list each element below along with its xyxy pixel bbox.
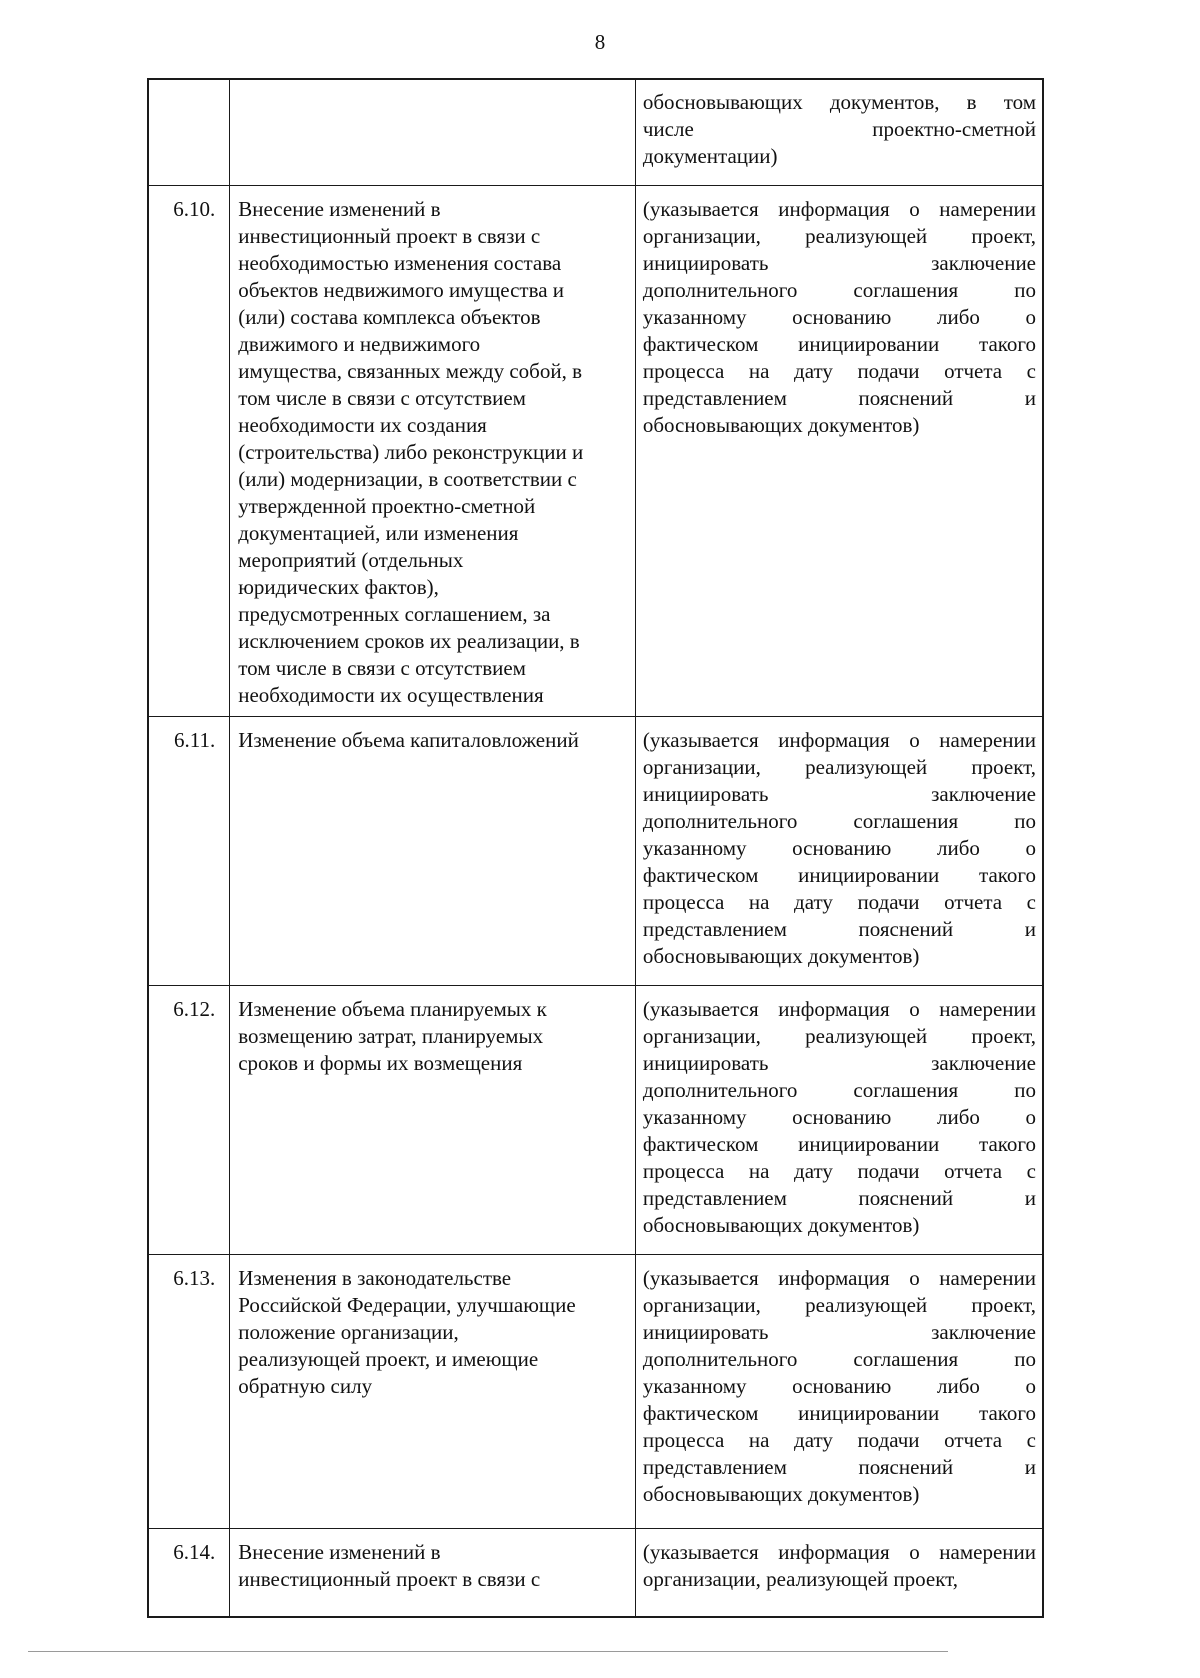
description-line: документацией, или изменения	[238, 521, 519, 545]
description-line: инвестиционный проект в связи с	[238, 224, 541, 248]
info-line: фактическом инициировании такого	[642, 332, 1036, 356]
table-row	[148, 717, 1043, 986]
description-line: необходимости их осуществления	[238, 683, 544, 707]
info-line: процесса на дату подачи отчета с	[642, 359, 1036, 383]
table-row	[148, 186, 1043, 717]
info-line: указанному основанию либо о	[642, 305, 1036, 329]
info-line: обосновывающих документов)	[642, 413, 920, 437]
description-line: утвержденной проектно-сметной	[238, 494, 536, 518]
description-line: обратную силу	[238, 1374, 373, 1398]
row-description	[230, 79, 636, 186]
description-line: мероприятий (отдельных	[238, 548, 464, 572]
row-info	[635, 1255, 1043, 1529]
row-description	[230, 186, 636, 717]
info-line: (указывается информация о намерении	[642, 1540, 1036, 1564]
row-number	[148, 79, 230, 186]
info-line: (указывается информация о намерении	[642, 997, 1036, 1021]
description-line: (или) состава комплекса объектов	[238, 305, 541, 329]
row-info	[635, 717, 1043, 986]
row-description	[230, 1255, 636, 1529]
description-line: юридических фактов),	[238, 575, 439, 599]
info-line: организации, реализующей проект,	[642, 755, 1036, 779]
description-line: Изменение объема планируемых к	[238, 997, 547, 1021]
info-line: документации)	[642, 144, 778, 168]
footer-rule	[28, 1651, 948, 1652]
description-line: Российской Федерации, улучшающие	[238, 1293, 576, 1317]
row-number: 6.12.	[148, 986, 230, 1255]
info-line: обосновывающих документов)	[642, 944, 920, 968]
description-line: объектов недвижимого имущества и	[238, 278, 565, 302]
info-line: дополнительного соглашения по	[642, 278, 1036, 302]
description-line: Внесение изменений в	[238, 1540, 441, 1564]
description-line: положение организации,	[238, 1320, 459, 1344]
page-number: 8	[594, 30, 606, 54]
info-line: дополнительного соглашения по	[642, 809, 1036, 833]
info-line: инициировать заключение	[642, 1051, 1036, 1075]
info-line: фактическом инициировании такого	[642, 1132, 1036, 1156]
description-line: необходимостью изменения состава	[238, 251, 562, 275]
info-line: организации, реализующей проект,	[642, 1293, 1036, 1317]
row-info	[635, 186, 1043, 717]
description-line: предусмотренных соглашением, за	[238, 602, 551, 626]
row-info	[635, 986, 1043, 1255]
table-row	[148, 986, 1043, 1255]
row-description	[230, 717, 636, 986]
row-info	[635, 1529, 1043, 1618]
info-line: организации, реализующей проект,	[642, 1567, 958, 1591]
description-line: Изменение объема капиталовложений	[238, 728, 579, 752]
table-row	[148, 1529, 1043, 1618]
table-body	[148, 79, 1043, 1617]
description-line: (или) модернизации, в соответствии с	[238, 467, 577, 491]
description-line: Внесение изменений в	[238, 197, 441, 221]
row-number: 6.11.	[148, 717, 230, 986]
description-line: (строительства) либо реконструкции и	[238, 440, 584, 464]
row-number: 6.14.	[148, 1529, 230, 1618]
row-number: 6.13.	[148, 1255, 230, 1529]
info-line: указанному основанию либо о	[642, 836, 1036, 860]
info-line: представлением пояснений и	[642, 1186, 1036, 1210]
info-line: числе проектно-сметной	[642, 117, 1036, 141]
info-line: процесса на дату подачи отчета с	[642, 890, 1036, 914]
info-line: организации, реализующей проект,	[642, 1024, 1036, 1048]
info-line: обосновывающих документов)	[642, 1482, 920, 1506]
info-line: указанному основанию либо о	[642, 1105, 1036, 1129]
info-line: процесса на дату подачи отчета с	[642, 1159, 1036, 1183]
info-line: фактическом инициировании такого	[642, 863, 1036, 887]
info-line: (указывается информация о намерении	[642, 197, 1036, 221]
info-line: (указывается информация о намерении	[642, 728, 1036, 752]
info-line: обосновывающих документов)	[642, 1213, 920, 1237]
row-description	[230, 986, 636, 1255]
info-line: (указывается информация о намерении	[642, 1266, 1036, 1290]
description-line: том числе в связи с отсутствием	[238, 386, 526, 410]
description-line: исключением сроков их реализации, в	[238, 629, 580, 653]
info-line: фактическом инициировании такого	[642, 1401, 1036, 1425]
description-line: реализующей проект, и имеющие	[238, 1347, 539, 1371]
info-line: организации, реализующей проект,	[642, 224, 1036, 248]
info-line: представлением пояснений и	[642, 1455, 1036, 1479]
info-line: представлением пояснений и	[642, 917, 1036, 941]
info-line: процесса на дату подачи отчета с	[642, 1428, 1036, 1452]
info-line: дополнительного соглашения по	[642, 1347, 1036, 1371]
info-line: инициировать заключение	[642, 251, 1036, 275]
row-description	[230, 1529, 636, 1618]
description-line: том числе в связи с отсутствием	[238, 656, 526, 680]
description-line: инвестиционный проект в связи с	[238, 1567, 541, 1591]
description-line: сроков и формы их возмещения	[238, 1051, 523, 1075]
description-line: имущества, связанных между собой, в	[238, 359, 583, 383]
description-line: Изменения в законодательстве	[238, 1266, 512, 1290]
description-line: возмещению затрат, планируемых	[238, 1024, 544, 1048]
info-line: представлением пояснений и	[642, 386, 1036, 410]
info-line: обосновывающих документов, в том	[642, 90, 1036, 114]
table-row	[148, 1255, 1043, 1529]
info-line: инициировать заключение	[642, 1320, 1036, 1344]
info-line: инициировать заключение	[642, 782, 1036, 806]
row-number: 6.10.	[148, 186, 230, 717]
info-line: дополнительного соглашения по	[642, 1078, 1036, 1102]
description-line: необходимости их создания	[238, 413, 487, 437]
document-table	[147, 78, 1044, 1618]
info-line: указанному основанию либо о	[642, 1374, 1036, 1398]
description-line: движимого и недвижимого	[238, 332, 481, 356]
table-row	[148, 79, 1043, 186]
row-info	[635, 79, 1043, 186]
